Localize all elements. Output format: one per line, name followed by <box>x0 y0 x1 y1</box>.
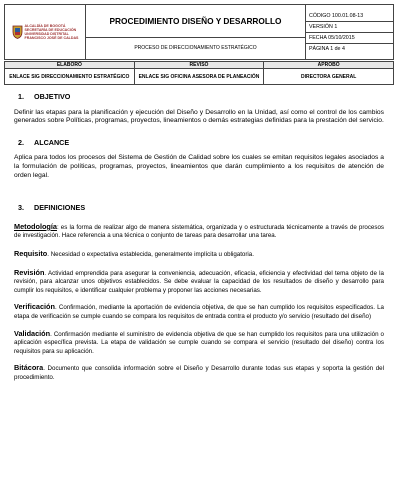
role-label-aprobo: APROBÓ <box>264 62 394 69</box>
definition-term: Validación <box>14 328 51 338</box>
definition-term: Verificación <box>14 302 55 312</box>
approval-table <box>4 61 394 85</box>
role-label-elaboro: ELABORÓ <box>5 62 135 69</box>
definition-text: : es la forma de realizar algo de manera sistemática, organizada y o estructurada técnicamente a través de procesos de investigación. Hace referencia a una técnica o conjunto de tareas para desarrollar una tarea. <box>14 223 384 240</box>
definition-term: Metodología <box>14 221 57 231</box>
definition-item <box>14 250 384 260</box>
document-date: FECHA 05/10/2015 <box>306 33 393 44</box>
definition-term: Revisión <box>14 267 45 277</box>
logo-text <box>25 24 79 41</box>
logo-line: SECRETARÍA DE EDUCACIÓN <box>24 27 77 32</box>
definition-text: . Necesidad o expectativa establecida, generalmente implícita u obligatoria. <box>47 250 254 258</box>
institution-logo <box>7 5 83 59</box>
coat-of-arms-icon <box>12 25 23 39</box>
document-title: PROCEDIMIENTO DISEÑO Y DESARROLLO <box>86 5 306 38</box>
section-heading-definiciones <box>18 204 384 213</box>
definition-item <box>14 364 384 382</box>
document-page-number: PÁGINA 1 de 4 <box>309 45 345 52</box>
process-name: PROCESO DE DIRECCIONAMIENTO ESTRATÉGICO <box>86 37 306 59</box>
section-number: 2. <box>18 137 24 147</box>
definition-term: Requisito <box>14 248 48 258</box>
definition-text: . Actividad emprendida para asegurar la conveniencia, adecuación, eficacia, eficiencia y efectividad del tema objeto de la revisión, para alcanzar unos objetivos establecidos. Se debe evaluar la capacidad de los resultados de diseño y desarrollo para cumplir los requisitos, e identificar cualquier problema y proponer las acciones necesarias. <box>14 269 384 294</box>
logo-line: ALCALDÍA DE BOGOTÁ <box>24 23 66 28</box>
definition-item <box>14 269 384 296</box>
logo-line: UNIVERSIDAD DISTRITAL <box>24 32 69 36</box>
document-code: CÓDIGO 100.01.08-13 <box>306 11 393 22</box>
definition-item <box>14 330 384 357</box>
definition-term: Bitácora <box>14 363 44 373</box>
section-title: ALCANCE <box>34 137 70 147</box>
definition-text: . Confirmación, mediante la aportación de evidencia objetiva, de que se han cumplido los requisitos especificados. La etapa de verificación se cumple cuando se compara los requisitos de entrada contra el producto y/o servicio (resultado del diseño) <box>14 304 384 320</box>
alcance-text: Aplica para todos los procesos del Sistema de Gestión de Calidad sobre los cuales se emitan requisitos legales asociados a la formulación de políticas, programas, proyectos, lineamientos que darán cumplimiento a los requisitos de atención de orden legal. <box>14 154 384 179</box>
section-heading-alcance <box>18 139 384 148</box>
definition-item <box>14 303 384 321</box>
logo-cell <box>5 5 86 60</box>
definition-text: . Confirmación mediante el suministro de evidencia objetiva de que se han cumplido los requisitos para una utilización o aplicación específica prevista. La etapa de validación se cumple cuando se compara el servicio (resultado del diseño) contra los requisitos para su aplicación. <box>14 330 384 355</box>
definition-item <box>14 223 384 241</box>
document-version: VERSIÓN 1 <box>306 22 393 33</box>
role-value-aprobo: DIRECTORA GENERAL <box>264 69 394 85</box>
logo-line: FRANCISCO JOSÉ DE CALDAS <box>24 36 79 41</box>
document-body <box>14 93 384 387</box>
section-title: DEFINICIONES <box>34 203 86 213</box>
section-number: 3. <box>18 203 24 213</box>
section-heading-objetivo <box>18 93 384 102</box>
document-header <box>4 4 394 60</box>
section-title: OBJETIVO <box>34 92 71 101</box>
document-meta <box>306 5 394 60</box>
role-value-reviso: ENLACE SIG OFICINA ASESORA DE PLANEACIÓN <box>134 69 264 85</box>
objetivo-text: Definir las etapas para la planificación y ejecución del Diseño y Desarrollo en la Unidad, así como el control de los cambios generados sobre Políticas, programas, proyectos, lineamientos o demás estrategias definidas para la prestación del servicio. <box>14 108 384 125</box>
role-value-elaboro: ENLACE SIG DIRECCIONAMIENTO ESTRATÉGICO <box>5 69 135 85</box>
definition-text: . Documento que consolida información sobre el Diseño y Desarrollo durante todas sus etapas y soporta la gestión del procedimiento. <box>14 365 384 381</box>
section-number: 1. <box>18 92 24 101</box>
role-label-reviso: REVISÓ <box>134 62 264 69</box>
